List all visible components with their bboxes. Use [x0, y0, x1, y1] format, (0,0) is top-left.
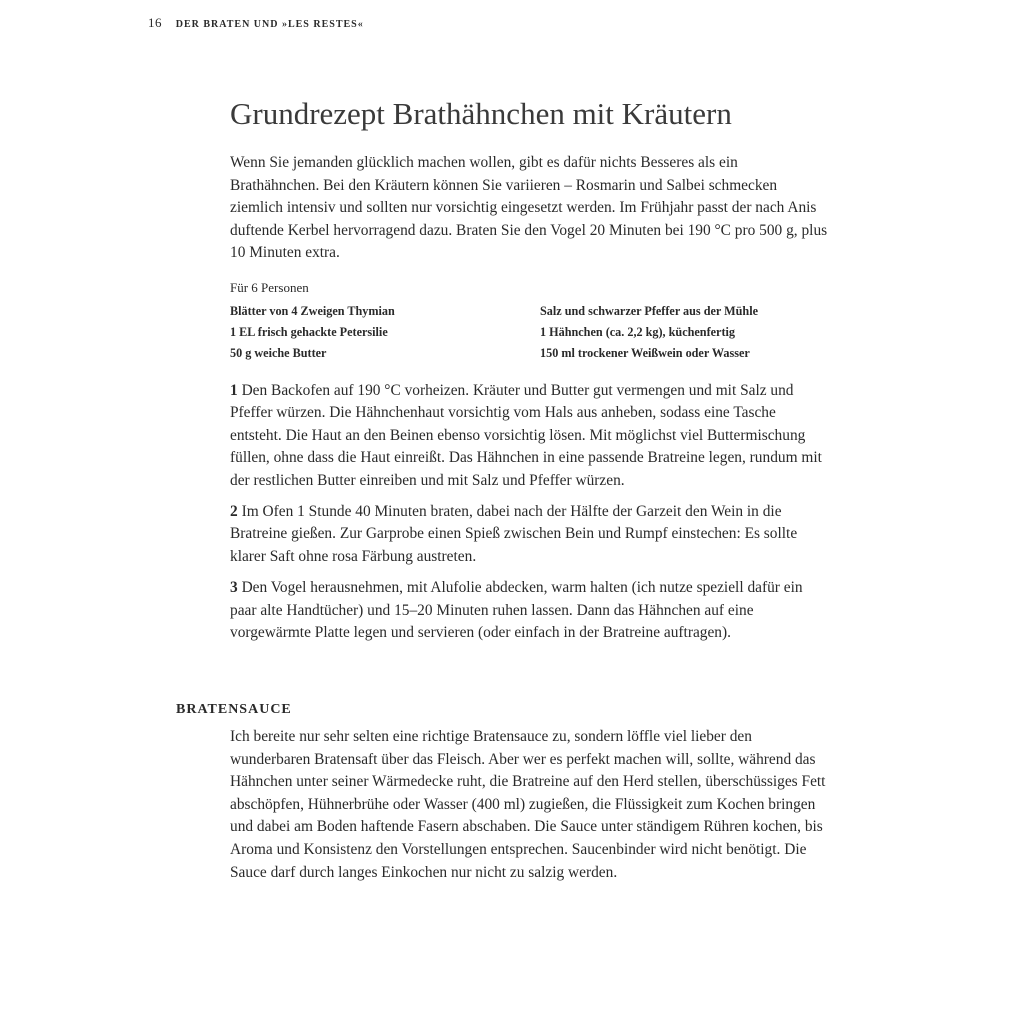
recipe-step — [230, 577, 830, 644]
ingredients-left-column — [230, 301, 395, 364]
recipe-step — [230, 501, 830, 568]
running-head — [148, 15, 364, 31]
ingredient-item: Blätter von 4 Zweigen Thymian — [230, 304, 395, 318]
step-number: 1 — [230, 382, 238, 399]
ingredients-right-column — [540, 301, 758, 364]
step-text: Den Vogel herausnehmen, mit Alufolie abdecken, warm halten (ich nutze speziell dafür ein paar alte Handtücher) und 15–20 Minuten ruhen lassen. Dann das Hähnchen auf eine vorgewärmte Platte legen und servieren (oder einfach in der Bratreine auftragen). — [230, 579, 803, 642]
sauce-heading: BRATENSAUCE — [176, 702, 292, 717]
running-head-title: DER BRATEN UND »LES RESTES« — [175, 19, 364, 30]
ingredient-item: Salz und schwarzer Pfeffer aus der Mühle — [540, 304, 758, 318]
recipe-step — [230, 380, 830, 492]
recipe-steps — [230, 380, 830, 653]
step-number: 3 — [230, 579, 238, 597]
servings-label: Für 6 Personen — [230, 280, 309, 295]
ingredient-item: 50 g weiche Butter — [230, 346, 327, 360]
ingredient-item: 1 EL frisch gehackte Petersilie — [230, 325, 388, 339]
ingredient-item: 150 ml trockener Weißwein oder Wasser — [540, 346, 750, 360]
step-text: Den Backofen auf 190 °C vorheizen. Kräuter und Butter gut vermengen und mit Salz und Pfeffer würzen. Die Hähnchenhaut vorsichtig vom Hals aus anheben, sodass eine Tasche entsteht. Die Haut an den Beinen ebenso vorsichtig lösen. Mit möglichst viel Buttermischung füllen, ohne dass die Haut einreißt. Das Hähnchen in eine passende Bratreine legen, rundum mit der restlichen Butter einreiben und mit Salz und Pfeffer würzen. — [230, 382, 822, 489]
ingredient-item: 1 Hähnchen (ca. 2,2 kg), küchenfertig — [540, 325, 735, 339]
step-number: 2 — [230, 503, 238, 521]
recipe-title: Grundrezept Brathähnchen mit Kräutern — [230, 96, 732, 131]
sauce-text: Ich bereite nur sehr selten eine richtige Bratensauce zu, sondern löffle viel lieber den wunderbaren Bratensaft über das Fleisch. Aber wer es perfekt machen will, sollte, während das Hähnchen unter seiner Wärmedecke ruht, die Bratreine auf den Herd stellen, überschüssiges Fett abschöpfen, Hühnerbrühe oder Wasser (400 ml) zugießen, die Flüssigkeit zum Kochen bringen und dabei am Boden haftende Fasern abschaben. Die Sauce unter ständigem Rühren kochen, bis Aroma und Konsistenz den Vorstellungen entsprechen. Saucenbinder wird nicht benötigt. Die Sauce darf durch langes Einkochen nur nicht zu salzig werden. — [230, 728, 826, 881]
page-number: 16 — [148, 15, 162, 30]
step-text: Im Ofen 1 Stunde 40 Minuten braten, dabei nach der Hälfte der Garzeit den Wein in die Bratreine gießen. Zur Garprobe einen Spieß zwischen Bein und Rumpf einstechen: Es sollte klarer Saft ohne rosa Färbung austreten. — [230, 503, 798, 565]
recipe-intro: Wenn Sie jemanden glücklich machen wollen, gibt es dafür nichts Besseres als ein Brathähnchen. Bei den Kräutern können Sie variieren – Rosmarin und Salbei schmecken ziemlich intensiv und sollten nur vorsichtig eingesetzt werden. Im Frühjahr passt der nach Anis duftende Kerbel hervorragend dazu. Braten Sie den Vogel 20 Minuten bei 190 °C pro 500 g, plus 10 Minuten extra. — [230, 154, 828, 262]
